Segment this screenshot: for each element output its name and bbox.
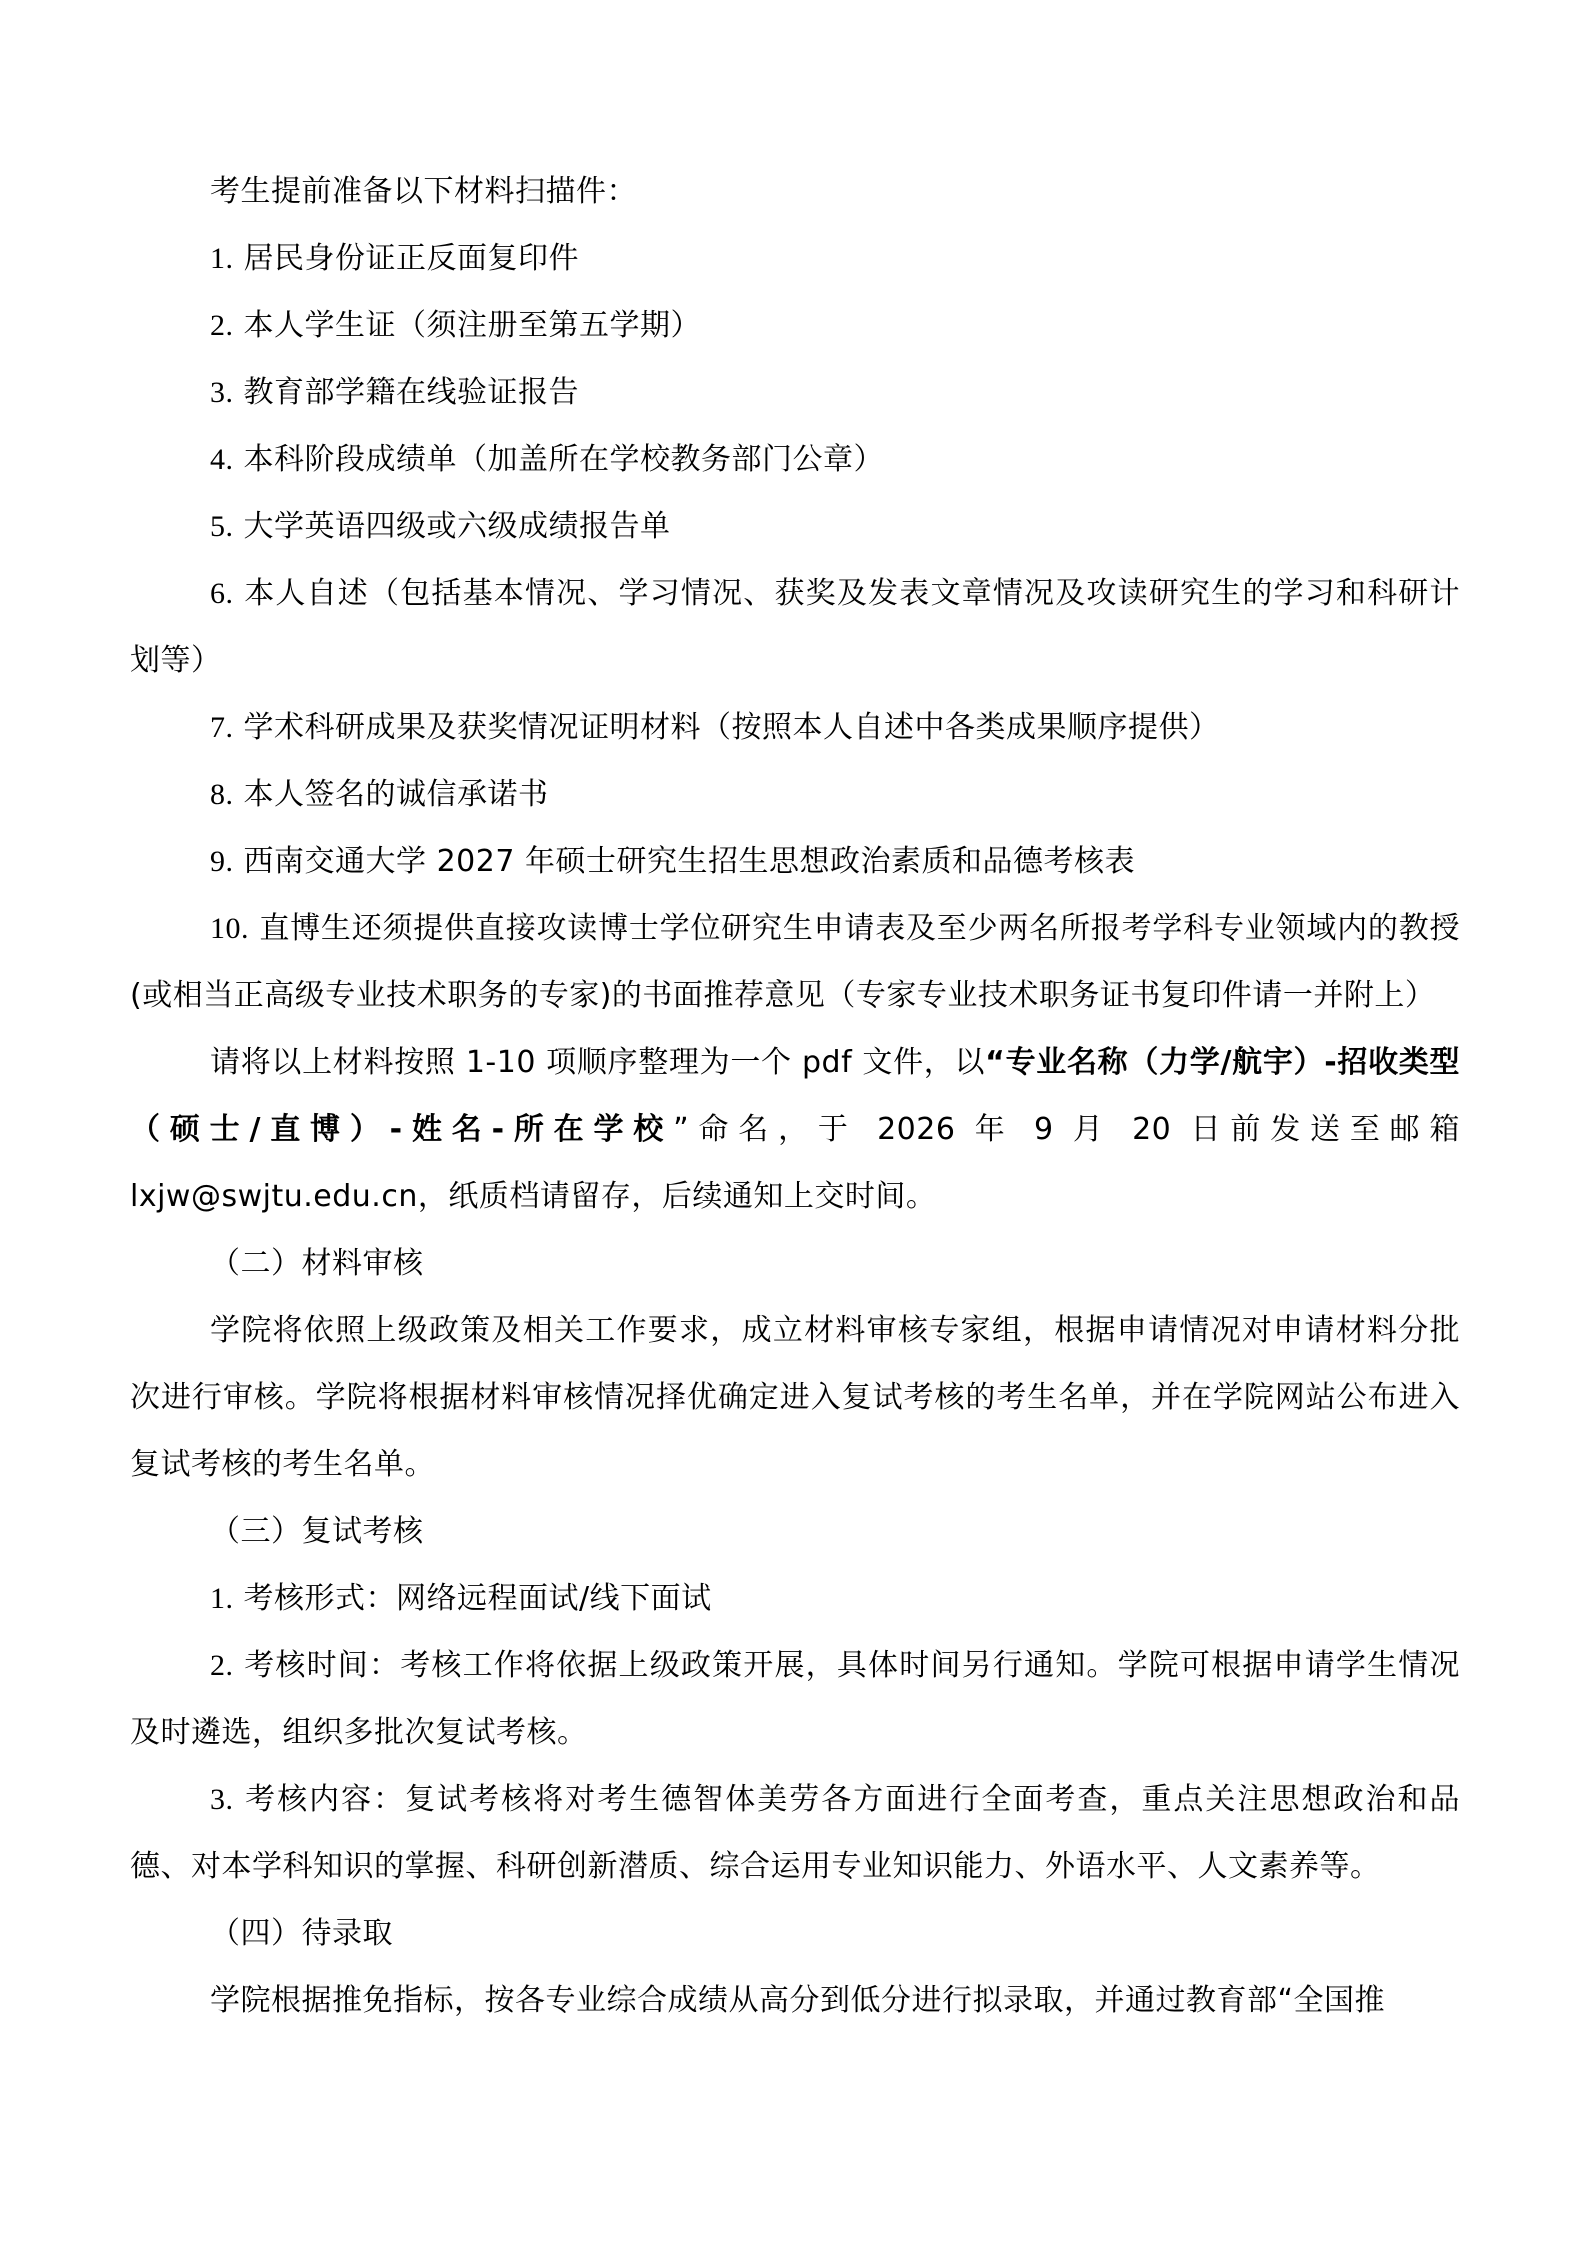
document-body: [130, 158, 1460, 2034]
material-item-1: 1. 居民身份证正反面复印件: [210, 241, 580, 276]
section-4-body: 学院根据推免指标，按各专业综合成绩从高分到低分进行拟录取，并通过教育部“全国推: [210, 1983, 1386, 2018]
section-3-item-2: 2. 考核时间：考核工作将依据上级政策开展，具体时间另行通知。学院可根据申请学生情况及时遴选，组织多批次复试考核。: [130, 1648, 1460, 1750]
material-item-4: 4. 本科阶段成绩单（加盖所在学校教务部门公章）: [210, 442, 885, 477]
material-item-10: 10. 直博生还须提供直接攻读博士学位研究生申请表及至少两名所报考学科专业领域内的教授(或相当正高级专业技术职务的专家)的书面推荐意见（专家专业技术职务证书复印件请一并附上）: [130, 911, 1461, 1013]
material-item-9: 9. 西南交通大学 2027 年硕士研究生招生思想政治素质和品德考核表: [210, 844, 1135, 879]
section-2-heading: （二）材料审核: [210, 1246, 424, 1281]
section-3-item-3: 3. 考核内容：复试考核将对考生德智体美劳各方面进行全面考查，重点关注思想政治和品德、对本学科知识的掌握、科研创新潜质、综合运用专业知识能力、外语水平、人文素养等。: [130, 1782, 1461, 1884]
section-4-heading: （四）待录取: [210, 1916, 393, 1951]
material-item-6: 6. 本人自述（包括基本情况、学习情况、获奖及发表文章情况及攻读研究生的学习和科研计划等）: [130, 576, 1460, 678]
material-item-3: 3. 教育部学籍在线验证报告: [210, 375, 580, 410]
materials-intro: 考生提前准备以下材料扫描件：: [210, 174, 637, 209]
material-item-2: 2. 本人学生证（须注册至第五学期）: [210, 308, 702, 343]
section-3-item-1: 1. 考核形式：网络远程面试/线下面试: [210, 1581, 712, 1616]
file-naming-format: “专业名称（力学/航宇）-招收类型（硕士/直博）-姓名-所在学校: [130, 1045, 1460, 1147]
section-3-heading: （三）复试考核: [210, 1514, 424, 1549]
material-item-8: 8. 本人签名的诚信承诺书: [210, 777, 549, 812]
submission-instructions: 请将以上材料按照 1-10 项顺序整理为一个 pdf 文件，以“专业名称（力学/航宇）-招收类型（硕士/直博）-姓名-所在学校”命名，于 2026 年 9 月 20 日前发送至邮箱 lxjw@swjtu.edu.cn，纸质档请留存，后续通知上交时间。: [130, 1045, 1460, 1214]
material-item-7: 7. 学术科研成果及获奖情况证明材料（按照本人自述中各类成果顺序提供）: [210, 710, 1220, 745]
section-2-body: 学院将依照上级政策及相关工作要求，成立材料审核专家组，根据申请情况对申请材料分批次进行审核。学院将根据材料审核情况择优确定进入复试考核的考生名单，并在学院网站公布进入复试考核的考生名单。: [130, 1313, 1460, 1482]
material-item-5: 5. 大学英语四级或六级成绩报告单: [210, 509, 671, 544]
